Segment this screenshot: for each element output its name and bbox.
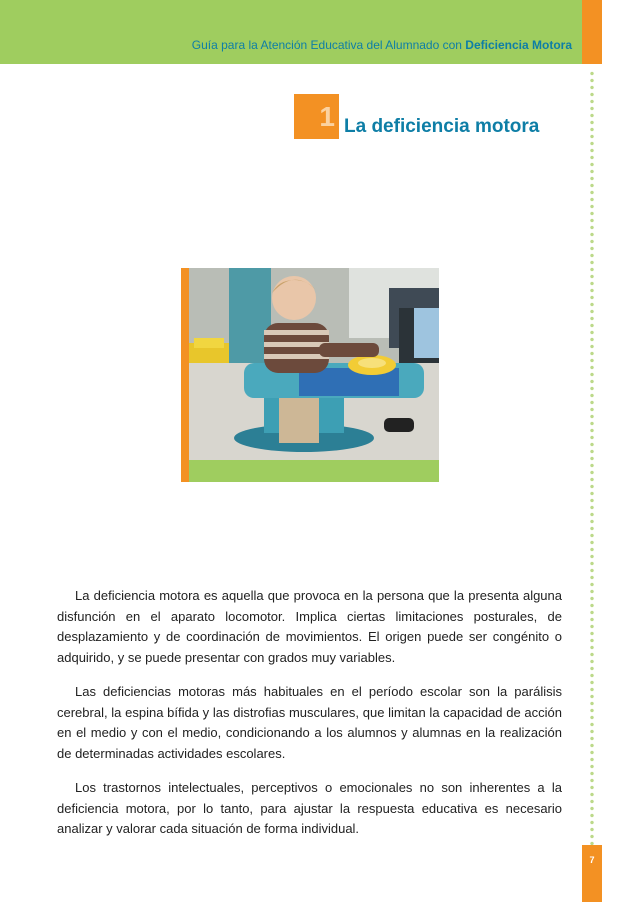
photo-frame: [181, 268, 439, 482]
chapter-title: La deficiencia motora: [344, 116, 540, 137]
running-header: [192, 38, 572, 52]
header-emphasis: Deficiencia Motora: [465, 38, 572, 52]
chapter-number-box: [294, 94, 339, 139]
paragraph-3: Los trastornos intelectuales, perceptivos o emocionales no son inherentes a la deficiencia motora, por lo tanto, para ajustar la respuesta educativa es necesario analizar y valorar cada situación de forma individual.: [57, 780, 562, 836]
header-band: [0, 0, 582, 64]
page-number-tab: [582, 845, 602, 902]
paragraph-1: La deficiencia motora es aquella que provoca en la persona que la presenta alguna disfunción en el aparato locomotor. Implica ciertas limitaciones posturales, de desplazamiento y de coordinación de movimientos. El origen puede ser congénito o adquirido, y se puede presentar con grados muy variables.: [57, 588, 562, 665]
header-prefix: Guía para la Atención Educativa del Alumnado con: [191, 38, 462, 52]
dotted-margin-line: [589, 70, 595, 850]
paragraph-2: Las deficiencias motoras más habituales en el período escolar son la parálisis cerebral, la espina bífida y las distrofias musculares, que limitan la capacidad de acción en el medio y con el medio, condicionando a los alumnos y alumnas en la realización de determinadas actividades escolares.: [57, 684, 562, 761]
page-number: 7: [589, 855, 595, 865]
body-text: [57, 586, 562, 854]
chapter-number: 1: [319, 101, 335, 132]
photo-green-bar: [189, 460, 439, 482]
photo-orange-bar: [181, 268, 189, 482]
side-tab-top: [582, 0, 602, 64]
photo-child-in-adapted-chair: [189, 268, 439, 460]
